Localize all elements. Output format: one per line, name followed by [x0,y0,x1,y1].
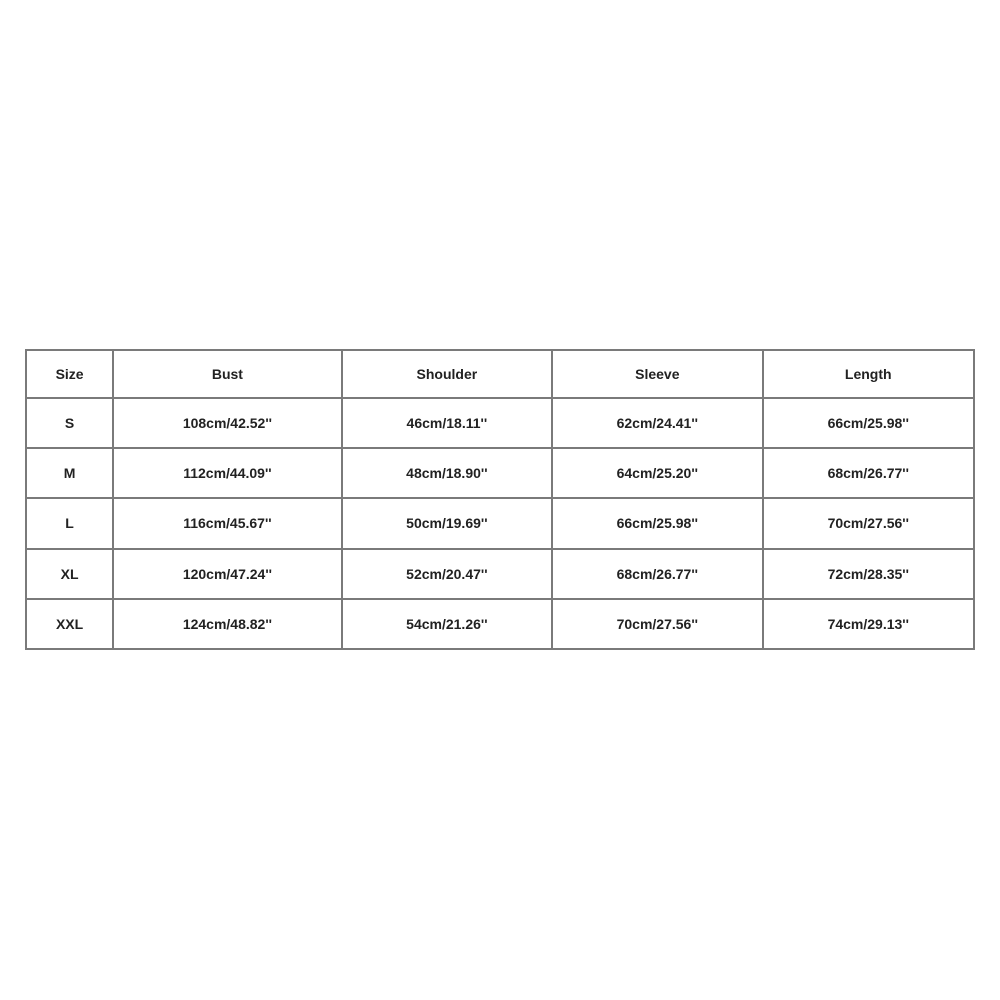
length-cell: 74cm/29.13'' [763,599,974,649]
shoulder-cell: 52cm/20.47'' [342,549,552,599]
sleeve-cell: 66cm/25.98'' [552,498,762,548]
header-sleeve: Sleeve [552,350,762,398]
header-length: Length [763,350,974,398]
shoulder-cell: 48cm/18.90'' [342,448,552,498]
size-cell: XXL [26,599,113,649]
sleeve-cell: 70cm/27.56'' [552,599,762,649]
size-chart-table [25,349,975,650]
length-cell: 66cm/25.98'' [763,398,974,448]
header-shoulder: Shoulder [342,350,552,398]
table-row [26,599,974,649]
sleeve-cell: 64cm/25.20'' [552,448,762,498]
sleeve-cell: 68cm/26.77'' [552,549,762,599]
length-cell: 68cm/26.77'' [763,448,974,498]
size-cell: L [26,498,113,548]
size-cell: M [26,448,113,498]
size-cell: S [26,398,113,448]
header-bust: Bust [113,350,341,398]
shoulder-cell: 50cm/19.69'' [342,498,552,548]
bust-cell: 124cm/48.82'' [113,599,341,649]
length-cell: 70cm/27.56'' [763,498,974,548]
bust-cell: 116cm/45.67'' [113,498,341,548]
shoulder-cell: 54cm/21.26'' [342,599,552,649]
header-size: Size [26,350,113,398]
bust-cell: 112cm/44.09'' [113,448,341,498]
bust-cell: 120cm/47.24'' [113,549,341,599]
shoulder-cell: 46cm/18.11'' [342,398,552,448]
sleeve-cell: 62cm/24.41'' [552,398,762,448]
header-row [26,350,974,398]
table-row [26,448,974,498]
bust-cell: 108cm/42.52'' [113,398,341,448]
table-row [26,549,974,599]
table-row [26,498,974,548]
table-row [26,398,974,448]
size-cell: XL [26,549,113,599]
length-cell: 72cm/28.35'' [763,549,974,599]
